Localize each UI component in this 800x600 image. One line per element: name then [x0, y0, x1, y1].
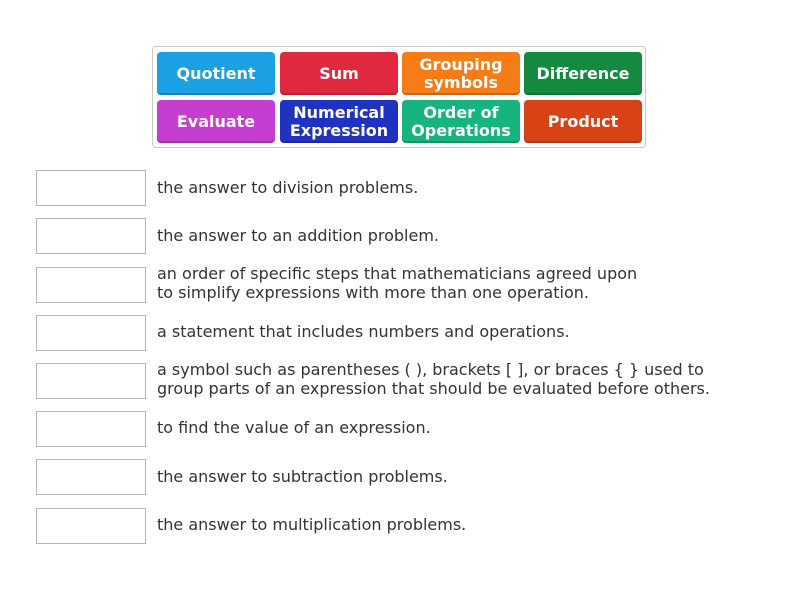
answer-tile-bank — [152, 46, 646, 148]
tile-evaluate[interactable]: Evaluate — [157, 100, 275, 143]
tile-quotient[interactable]: Quotient — [157, 52, 275, 95]
tile-product[interactable]: Product — [524, 100, 642, 143]
definition-text: the answer to an addition problem. — [157, 226, 439, 245]
tile-sum[interactable]: Sum — [280, 52, 398, 95]
tile-numerical-expression[interactable]: Numerical Expression — [280, 100, 398, 143]
drop-box[interactable] — [36, 411, 146, 447]
drop-box[interactable] — [36, 267, 146, 303]
drop-box[interactable] — [36, 170, 146, 206]
definition-text: the answer to division problems. — [157, 178, 419, 197]
definition-text: a statement that includes numbers and operations. — [157, 322, 570, 341]
tile-order-of-operations[interactable]: Order of Operations — [402, 100, 520, 143]
drop-box[interactable] — [36, 218, 146, 254]
definition-text: the answer to subtraction problems. — [157, 467, 448, 486]
drop-box[interactable] — [36, 508, 146, 544]
tile-grouping-symbols[interactable]: Grouping symbols — [402, 52, 520, 95]
tile-difference[interactable]: Difference — [524, 52, 642, 95]
definition-text: a symbol such as parentheses ( ), brackets [ ], or braces { } used to group parts of an expression that should be evaluated before others. — [157, 360, 710, 398]
definition-text: an order of specific steps that mathematicians agreed upon to simplify expressions with more than one operation. — [157, 264, 638, 302]
drop-box[interactable] — [36, 459, 146, 495]
drop-box[interactable] — [36, 363, 146, 399]
definition-text: to find the value of an expression. — [157, 418, 431, 437]
drop-box[interactable] — [36, 315, 146, 351]
definition-text: the answer to multiplication problems. — [157, 515, 467, 534]
